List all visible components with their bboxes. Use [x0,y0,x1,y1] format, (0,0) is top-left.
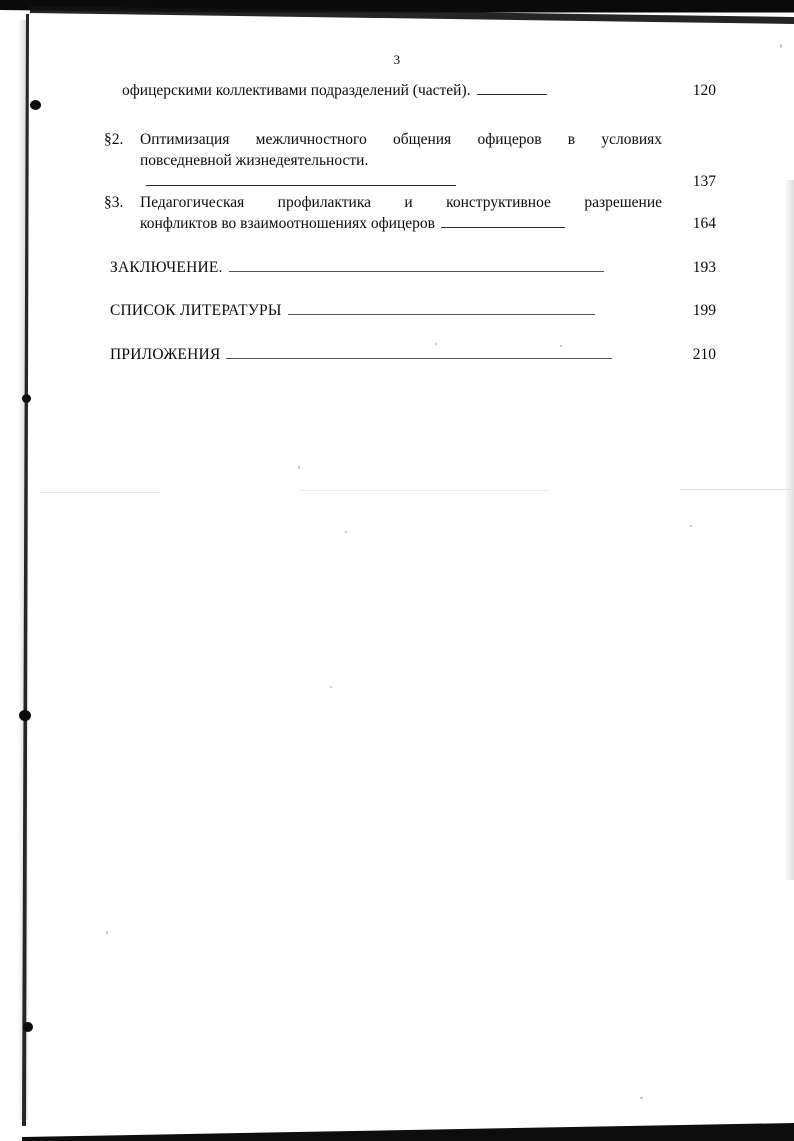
toc-entry-conclusion[interactable] [104,257,716,278]
toc-entry-text: офицерскими коллективами подразделений (частей). [122,82,471,99]
toc-entry-bibliography[interactable] [104,300,716,321]
toc-page-number: 193 [692,259,716,276]
toc-leader-rule [226,347,612,359]
toc-entry-marker: §2. [104,131,124,148]
toc-page-number: 164 [692,215,716,232]
toc-entry-text: ЗАКЛЮЧЕНИЕ. [110,259,223,276]
toc-entry-body [110,257,662,278]
toc-page-number: 137 [692,173,716,190]
toc-entry-appendices[interactable] [104,344,716,365]
toc-leader-rule [146,174,456,186]
toc-row [104,80,716,101]
toc-entry-paragraph-2[interactable] [104,129,716,192]
toc-entry-continuation[interactable] [104,80,716,101]
toc-row [104,213,716,234]
toc-entry-title-line-2: повседневной жизнедеятельности. [140,152,369,169]
toc-leader-rule [477,83,547,95]
toc-entry-marker: §3. [104,194,124,211]
toc-entry-body [110,300,662,321]
page-number-folio: 3 [393,52,401,67]
toc-row [104,257,716,278]
toc-entry-title-line-1: Педагогическая профилактика и конструктивное разрешение [140,194,662,211]
toc-leader-rule [288,303,595,315]
toc-row [104,344,716,365]
toc-entry-title-line-1: Оптимизация межличностного общения офицеров в условиях [140,131,662,148]
toc-leader-rule [441,216,565,228]
toc-entry-text: СПИСОК ЛИТЕРАТУРЫ [110,302,282,319]
toc-row [104,129,716,150]
toc-leader-rule [229,260,604,272]
toc-entry-text: ПРИЛОЖЕНИЯ [110,346,221,363]
toc-row [104,300,716,321]
toc-entry-body [122,80,662,101]
toc-row [104,150,716,192]
toc-page-number: 120 [692,82,716,99]
toc-page-number: 199 [692,302,716,319]
toc-entry-title-line-2: конфликтов во взаимоотношениях офицеров [140,215,435,232]
toc-entry-paragraph-3[interactable] [104,192,716,234]
toc-row [104,192,716,213]
toc-entry-body [140,150,662,192]
toc-page-number: 210 [692,346,716,363]
toc-entry-body [110,344,662,365]
toc-entry-body [140,213,662,234]
